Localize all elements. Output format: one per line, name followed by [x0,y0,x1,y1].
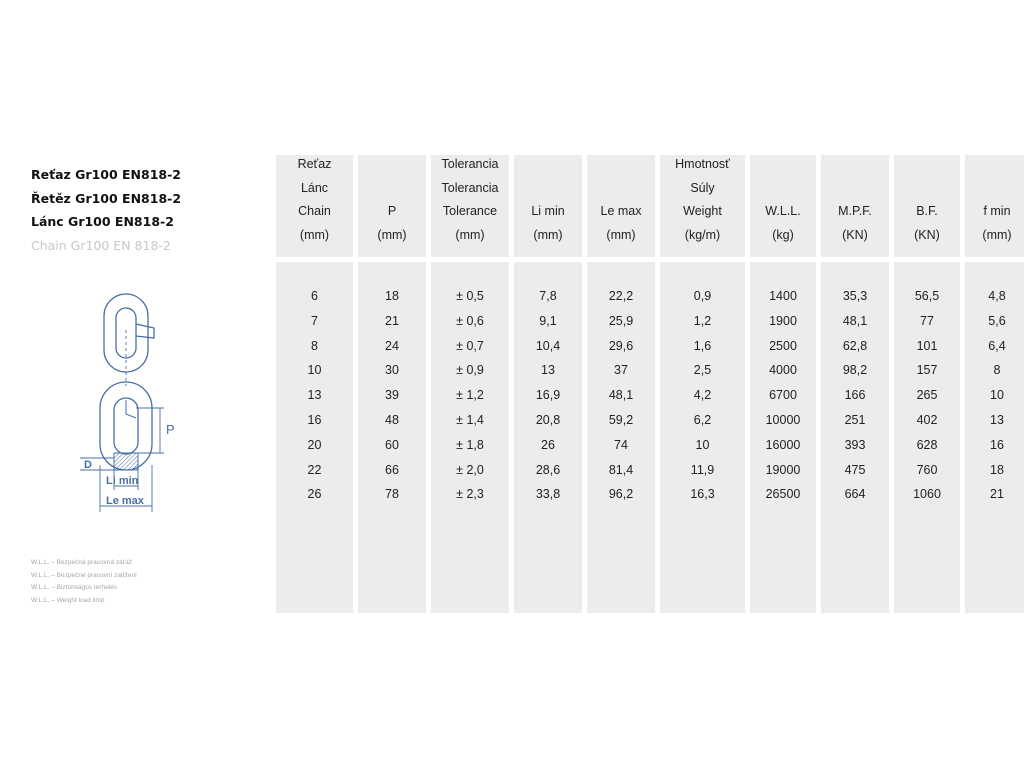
header-line: Li min [531,204,565,218]
column-header [965,155,1024,257]
wire-section-hatch [114,453,138,470]
table-cell: 26 [541,437,555,452]
table-cell: ± 0,7 [456,338,484,353]
table-cell: 39 [385,388,399,403]
label-d: D [84,459,92,471]
note-cz: W.L.L. – Bezpečné pracovní zatížení [31,571,137,579]
table-cell: 10 [990,388,1004,403]
table-cell: 5,6 [988,313,1006,328]
table-cell: 98,2 [842,363,868,378]
table-cell: 26 [307,487,322,502]
table-cell: 48,1 [608,388,634,403]
table-cell: 7 [311,313,318,328]
column-values [431,262,509,613]
table-column [750,155,816,613]
table-cell: 37 [614,363,628,378]
header-line: Lánc [300,180,329,195]
table-cell: 157 [916,363,938,378]
header-line: Tolerancia [441,180,499,195]
table-cell: 10,4 [535,338,561,353]
column-header [514,155,582,257]
note-en: W.L.L. – Weight load limit [31,596,105,604]
header-line: (mm) [455,227,485,242]
table-cell: 16,9 [535,388,561,403]
table-cell: 1,2 [693,313,712,328]
column-header [660,155,745,257]
chain-link-diagram [74,290,204,520]
title-hu: Lánc Gr100 EN818-2 [31,214,174,229]
table-column [894,155,960,613]
header-line: (KN) [842,227,868,242]
header-line: (kg/m) [684,227,721,242]
table-cell: 475 [844,462,866,477]
table-cell: ± 0,9 [456,363,484,378]
column-values [894,262,960,613]
title-sk: Reťaz Gr100 EN818-2 [31,167,181,182]
table-cell: 13 [541,363,555,378]
table-cell: 16 [307,412,322,427]
table-cell: 13 [307,388,322,403]
table-cell: 0,9 [693,289,712,303]
spec-table [276,155,1024,613]
column-values [358,262,426,613]
label-p: P [166,422,175,437]
header-line: Súly [690,180,715,195]
table-cell: 628 [916,437,938,452]
table-cell: 16,3 [690,487,715,502]
table-cell: 6 [311,289,318,303]
table-cell: 19000 [765,462,801,477]
table-cell: 393 [844,437,866,452]
table-column [276,155,353,613]
table-cell: 22,2 [608,289,634,303]
column-header [750,155,816,257]
table-cell: 8 [993,363,1001,378]
header-line: (mm) [606,227,636,242]
table-cell: 2,5 [693,363,712,378]
table-cell: 1060 [913,487,941,502]
table-cell: 760 [916,462,938,477]
table-cell: 60 [385,437,399,452]
table-cell: 10 [307,363,322,378]
table-cell: 16 [990,437,1004,452]
title-en: Chain Gr100 EN 818-2 [31,237,171,253]
table-cell: 30 [385,363,399,378]
table-cell: 1,6 [693,338,712,353]
table-cell: 66 [385,462,399,477]
table-cell: 11,9 [690,462,715,477]
header-line: f min [983,204,1011,218]
header-line: (mm) [299,227,330,242]
wll-notes [31,557,137,607]
column-header [276,155,353,257]
table-column [587,155,655,613]
header-line: (mm) [982,227,1012,242]
title-block [31,163,181,257]
table-cell: 2500 [769,338,797,353]
table-cell: 28,6 [535,462,561,477]
table-cell: ± 1,8 [456,437,484,452]
table-cell: 4,2 [693,388,712,403]
header-line: Chain [298,204,331,218]
table-cell: 10 [695,437,710,452]
column-values [965,262,1024,613]
table-cell: 62,8 [842,338,868,353]
table-cell: 22 [307,462,322,477]
table-cell: ± 2,0 [456,462,484,477]
table-cell: 33,8 [535,487,561,502]
column-header [431,155,509,257]
table-cell: 6,4 [988,338,1006,353]
table-cell: 24 [385,338,399,353]
table-cell: 1900 [769,313,797,328]
table-cell: 35,3 [842,289,868,303]
table-cell: 29,6 [608,338,634,353]
table-cell: 20 [307,437,322,452]
label-li-min: Li min [106,475,139,487]
table-cell: ± 0,6 [456,313,484,328]
table-cell: 9,1 [539,313,557,328]
note-sk: W.L.L. – Bezpečná pracovná záťaž [31,559,133,566]
header-line: Tolerancia [441,157,499,171]
table-cell: 7,8 [539,289,557,303]
table-cell: 13 [990,412,1004,427]
header-line: Reťaz [297,157,332,171]
header-line: (mm) [533,227,563,242]
column-header [821,155,889,257]
column-values [821,262,889,613]
table-cell: 1400 [769,289,797,303]
header-line: Weight [683,204,722,218]
table-cell: 4,8 [988,289,1006,303]
table-cell: 81,4 [608,462,634,477]
table-cell: 21 [385,313,399,328]
table-cell: 96,2 [608,487,634,502]
table-cell: 16000 [765,437,801,452]
table-cell: 18 [990,462,1004,477]
table-cell: ± 0,5 [456,289,484,303]
header-line: M.P.F. [838,204,872,218]
table-cell: 265 [916,388,938,403]
table-column [965,155,1024,613]
header-line: (kg) [772,227,794,242]
label-le-max: Le max [106,495,144,507]
title-cz: Řetěz Gr100 EN818-2 [31,190,182,206]
table-column [358,155,426,613]
table-cell: ± 1,2 [456,388,484,403]
column-header [358,155,426,257]
header-line: B.F. [916,204,938,218]
table-cell: ± 1,4 [456,412,484,427]
header-line: (KN) [914,227,940,242]
column-values [514,262,582,613]
column-values [660,262,745,613]
table-cell: 8 [311,338,318,353]
table-cell: 251 [844,412,866,427]
table-column [821,155,889,613]
header-line: (mm) [377,227,407,242]
column-values [750,262,816,613]
table-column [514,155,582,613]
table-cell: 48,1 [842,313,868,328]
column-values [587,262,655,613]
header-line: Hmotnosť [675,157,730,171]
table-cell: ± 2,3 [456,487,484,502]
table-cell: 74 [614,437,628,452]
table-cell: 6700 [769,388,797,403]
table-cell: 25,9 [608,313,634,328]
table-column [660,155,745,613]
header-line: W.L.L. [765,204,801,218]
table-cell: 21 [990,487,1004,502]
table-cell: 6,2 [693,412,712,427]
upper-link [104,294,154,372]
column-header [894,155,960,257]
table-cell: 402 [916,412,938,427]
table-cell: 4000 [769,363,797,378]
column-values [276,262,353,613]
table-cell: 101 [916,338,938,353]
table-cell: 26500 [765,487,801,502]
table-cell: 48 [385,412,399,427]
table-cell: 56,5 [914,289,940,303]
table-cell: 18 [385,289,399,303]
note-hu: W.L.L. – Biztonságos terhelés [31,584,117,591]
table-cell: 59,2 [608,412,634,427]
table-cell: 78 [385,487,399,502]
header-line: P [387,204,397,218]
header-line: Tolerance [442,204,498,218]
column-header [587,155,655,257]
table-cell: 77 [920,313,934,328]
table-cell: 664 [844,487,866,502]
table-column [431,155,509,613]
header-line: Le max [600,204,642,218]
table-cell: 10000 [765,412,801,427]
table-cell: 166 [844,388,866,403]
table-cell: 20,8 [535,412,561,427]
